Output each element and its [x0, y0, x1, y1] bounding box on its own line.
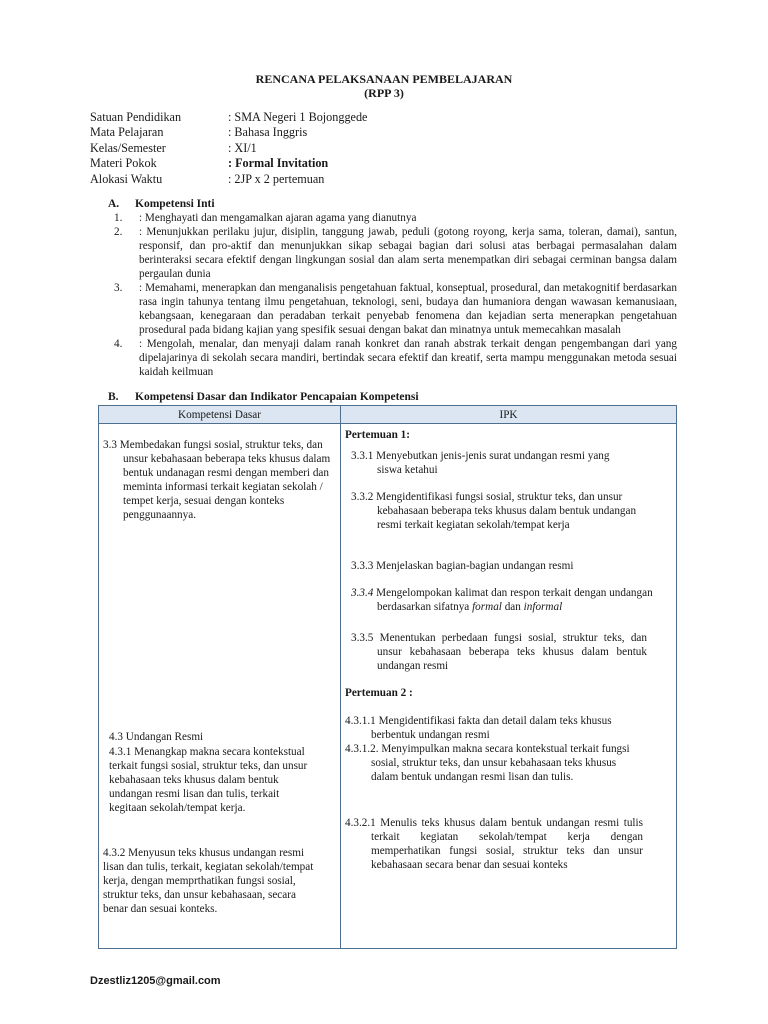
ipk-3-3-2-text: 3.3.2 Mengidentifikasi fungsi sosial, struktur teks, dan unsur kebahasaan beberapa teks khusus dalam bentuk undangan resmi terkait kegiatan sekolah/tempat kerja — [351, 491, 637, 531]
ipk-4-3-1-2-text: 4.3.1.2. Menyimpulkan makna secara kontekstual terkait fungsi sosial, struktur teks, dan unsur kebahasaan teks khusus dalam bentuk undangan resmi lisan dan tulis. — [345, 743, 630, 783]
info-label: Alokasi Waktu — [90, 171, 163, 186]
info-row-mapel — [90, 125, 690, 140]
pertemuan-2-label: Pertemuan 2 : — [345, 687, 413, 699]
ipk-3-3-5-text: 3.3.5 Menentukan perbedaan fungsi sosial, struktur teks, dan unsur kebahasaan beberapa teks khusus dalam bentuk undangan resmi — [351, 632, 647, 672]
section-a-heading — [108, 197, 215, 211]
list-text: : Mengolah, menalar, dan menyaji dalam ranah konkret dan ranah abstrak terkait dengan pengembangan dari yang dipelajarinya di sekolah secara mandiri, bertindak secara efektif dan kreatif, serta mampu menggunakan metoda sesuai kaidah keilmuan — [139, 338, 677, 378]
list-item — [114, 225, 677, 281]
ipk-3-3-1-text: 3.3.1 Menyebutkan jenis-jenis surat undangan resmi yang siswa ketahui — [351, 450, 610, 476]
kompetensi-inti-list — [114, 211, 677, 379]
list-number: 2. — [114, 226, 123, 238]
list-item — [114, 211, 677, 225]
section-letter: B. — [108, 391, 119, 403]
kd-column — [99, 424, 341, 949]
info-row-kelas — [90, 141, 690, 156]
section-title: Kompetensi Dasar dan Indikator Pencapaian Kompetensi — [135, 391, 419, 403]
pertemuan-1-label: Pertemuan 1: — [345, 429, 410, 441]
section-b-heading — [108, 390, 419, 404]
list-number: 4. — [114, 338, 123, 350]
header-kompetensi-dasar: Kompetensi Dasar — [99, 406, 341, 424]
info-value: : Bahasa Inggris — [228, 125, 308, 140]
ipk-3-3-2 — [351, 490, 651, 532]
ipk-4-3-2-1 — [345, 816, 643, 872]
ipk-4-3-1-2 — [345, 742, 643, 784]
info-row-alokasi — [90, 172, 690, 187]
table-row — [99, 424, 677, 949]
footer-email: Dzestliz1205@gmail.com — [90, 975, 221, 987]
ipk-3-3-4-number: 3.3.4 — [351, 587, 374, 599]
header-ipk: IPK — [341, 406, 677, 424]
info-label: Mata Pelajaran — [90, 125, 164, 140]
info-row-satuan — [90, 110, 690, 125]
info-label: Satuan Pendidikan — [90, 110, 182, 124]
info-value: : 2JP x 2 pertemuan — [228, 171, 325, 186]
ipk-3-3-4-formal: formal — [472, 601, 502, 613]
list-item — [114, 281, 677, 337]
document-subtitle: (RPP 3) — [364, 86, 404, 100]
info-value: : SMA Negeri 1 Bojonggede — [228, 110, 368, 124]
kd-4-3-1: 4.3.1 Menangkap makna secara kontekstual terkait fungsi sosial, struktur teks, dan unsur kebahasaan teks khusus dalam bentuk undangan resmi lisan dan tulis, terkait kegitaan sekolah/tempat kerja. — [109, 746, 308, 814]
ipk-3-3-1 — [351, 449, 611, 477]
ipk-3-3-3: 3.3.3 Menjelaskan bagian-bagian undangan resmi — [351, 560, 574, 572]
ipk-3-3-4-text: Mengelompokan kalimat dan respon terkait dengan undangan berdasarkan sifatnya — [376, 587, 653, 613]
ipk-3-3-4 — [351, 586, 677, 614]
kd-4-3: 4.3 Undangan Resmi — [109, 731, 204, 743]
section-title: Kompetensi Inti — [135, 198, 215, 210]
ipk-4-3-1-1 — [345, 714, 643, 742]
kd-3-3: 3.3 Membedakan fungsi sosial, struktur teks, dan unsur kebahasaan beberapa teks khusus dalam bentuk undanagan resmi dengan memberi dan meminta informasi terkait kegiatan sekolah / tempet kerja, sesuai dengan konteks penggunaannya. — [103, 439, 331, 521]
ipk-3-3-5 — [351, 631, 647, 673]
list-text: : Menghayati dan mengamalkan ajaran agama yang dianutnya — [139, 212, 417, 224]
table-header-row — [99, 406, 677, 424]
ipk-3-3-4-informal: informal — [523, 601, 563, 613]
info-label: Materi Pokok — [90, 156, 157, 171]
info-value: : Formal Invitation — [228, 156, 329, 171]
document-title: RENCANA PELAKSANAAN PEMBELAJARAN — [255, 72, 513, 86]
ipk-4-3-1-1-text: 4.3.1.1 Mengidentifikasi fakta dan detail dalam teks khusus berbentuk undangan resmi — [345, 715, 612, 741]
info-row-materi — [90, 156, 690, 171]
kd-ipk-table — [98, 405, 677, 949]
ipk-column — [341, 424, 677, 949]
list-item — [114, 337, 677, 379]
info-label: Kelas/Semester — [90, 140, 166, 155]
ipk-4-3-2-1-text: 4.3.2.1 Menulis teks khusus dalam bentuk undangan resmi tulis terkait kegiatan sekolah/tempat kerja dengan memperhatikan fungsi sosial, struktur teks dan unsur kebahasaan secara benar dan sesuai konteks — [345, 817, 643, 871]
list-text: : Memahami, menerapkan dan menganalisis pengetahuan faktual, konseptual, prosedural, dan metakognitif berdasarkan rasa ingin tahunya tentang ilmu pengetahuan, teknologi, seni, budaya dan humaniora dengan wawasan kemanusiaan, kebangsaan, kenegaraan dan peradaban terkait penyebab fenomena dan kejadian serta menerapkan pengetahuan prosedural pada bidang kajian yang spesifik sesuai dengan bakat dan minatnya untuk memecahkan masalah — [139, 282, 677, 336]
kd-4-3-2: 4.3.2 Menyusun teks khusus undangan resmi lisan dan tulis, terkait, kegiatan sekolah/tempat kerja, dengan memprthatikan fungsi sosial, struktur teks, dan unsur kebahasaan, secara benar dan sesuai konteks. — [103, 847, 314, 915]
section-letter: A. — [108, 198, 120, 210]
kd-4-3-1-wrap — [109, 745, 314, 815]
info-value: : XI/1 — [228, 140, 257, 155]
identity-block — [90, 110, 690, 187]
ipk-3-3-4-dan: dan — [504, 601, 521, 613]
list-number: 3. — [114, 282, 123, 294]
list-number: 1. — [114, 212, 123, 224]
list-text: : Menunjukkan perilaku jujur, disiplin, tanggung jawab, peduli (gotong royong, kerja sama, toleran, damai), santun, responsif, dan pro-aktif dan menunjukkan sikap sebagai bagian dari solusi atas berbagai permasalahan dalam berinteraksi secara efektif dengan lingkungan sosial dan alam serta menempatkan diri sebagai cerminan bangsa dalam pergaulan dunia — [139, 226, 677, 280]
